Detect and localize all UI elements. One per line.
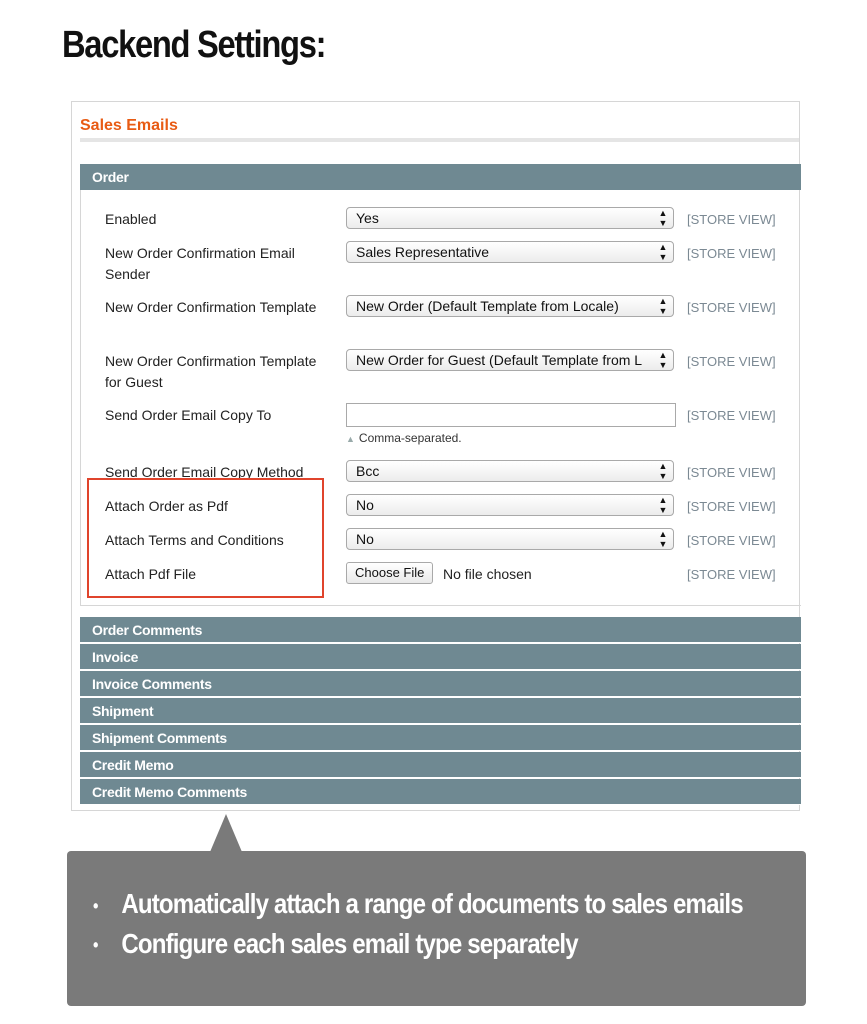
scope-label: [STORE VIEW] bbox=[687, 408, 776, 423]
select-arrows-icon: ▲ ▼ bbox=[658, 208, 668, 228]
copy-method-select[interactable] bbox=[346, 460, 674, 482]
hint-text: Comma-separated. bbox=[358, 431, 462, 445]
section-header-shipment-comments[interactable]: Shipment Comments bbox=[80, 725, 801, 751]
select-arrows-icon: ▲ ▼ bbox=[658, 242, 668, 262]
select-arrows-icon: ▲ ▼ bbox=[658, 461, 668, 481]
select-value: No bbox=[356, 531, 374, 547]
bullet-icon: • bbox=[93, 935, 98, 956]
setting-label: New Order Confirmation Template bbox=[105, 299, 317, 315]
callout-item bbox=[93, 925, 743, 965]
select-value: Yes bbox=[356, 210, 379, 226]
section-header-credit-memo[interactable]: Credit Memo bbox=[80, 752, 801, 778]
section-header-order[interactable]: Order bbox=[80, 164, 801, 190]
scope-label: [STORE VIEW] bbox=[687, 354, 776, 369]
section-header-invoice-comments[interactable]: Invoice Comments bbox=[80, 671, 801, 697]
choose-file-button[interactable]: Choose File bbox=[346, 562, 433, 584]
select-arrows-icon: ▲ ▼ bbox=[658, 296, 668, 316]
scope-label: [STORE VIEW] bbox=[687, 533, 776, 548]
callout-text: Configure each sales email type separately bbox=[121, 927, 578, 959]
select-value: New Order for Guest (Default Template from L bbox=[356, 352, 643, 368]
select-value: Sales Representative bbox=[356, 244, 490, 260]
copy-to-input[interactable] bbox=[346, 403, 676, 427]
page-title: Backend Settings: bbox=[62, 24, 326, 66]
hint-arrow-icon: ▲ bbox=[346, 434, 355, 444]
section-header-shipment[interactable]: Shipment bbox=[80, 698, 801, 724]
scope-label: [STORE VIEW] bbox=[687, 300, 776, 315]
setting-label: New Order Confirmation Template for Guest bbox=[105, 353, 317, 390]
scope-label: [STORE VIEW] bbox=[687, 246, 776, 261]
select-value: Bcc bbox=[356, 463, 380, 479]
template-select[interactable] bbox=[346, 295, 674, 317]
callout-item bbox=[93, 885, 743, 925]
section-header-invoice[interactable]: Invoice bbox=[80, 644, 801, 670]
select-value: No bbox=[356, 497, 374, 513]
scope-label: [STORE VIEW] bbox=[687, 567, 776, 582]
guest-template-select[interactable] bbox=[346, 349, 674, 371]
scope-label: [STORE VIEW] bbox=[687, 499, 776, 514]
setting-label: Attach Terms and Conditions bbox=[105, 532, 284, 548]
attach-order-pdf-select[interactable] bbox=[346, 494, 674, 516]
bullet-icon: • bbox=[93, 895, 98, 916]
file-status: No file chosen bbox=[443, 566, 532, 582]
feature-callout bbox=[67, 851, 806, 1006]
setting-label: Send Order Email Copy Method bbox=[105, 464, 304, 480]
setting-label: Attach Pdf File bbox=[105, 566, 197, 582]
enabled-select[interactable] bbox=[346, 207, 674, 229]
select-value: New Order (Default Template from Locale) bbox=[356, 298, 619, 314]
panel-title: Sales Emails bbox=[80, 117, 178, 134]
highlight-box bbox=[87, 478, 324, 598]
setting-label: New Order Confirmation Email Sender bbox=[105, 245, 295, 282]
scope-label: [STORE VIEW] bbox=[687, 465, 776, 480]
section-header-order-comments[interactable]: Order Comments bbox=[80, 617, 801, 643]
select-arrows-icon: ▲ ▼ bbox=[658, 529, 668, 549]
callout-text: Automatically attach a range of documents to sales emails bbox=[121, 888, 743, 919]
section-header-credit-memo-comments[interactable]: Credit Memo Comments bbox=[80, 779, 801, 805]
setting-label: Enabled bbox=[105, 211, 157, 227]
attach-terms-select[interactable] bbox=[346, 528, 674, 550]
setting-label: Attach Order as Pdf bbox=[105, 498, 228, 514]
setting-label: Send Order Email Copy To bbox=[105, 407, 272, 423]
copy-to-hint bbox=[346, 431, 462, 445]
callout-list bbox=[93, 885, 849, 964]
sales-emails-panel bbox=[71, 101, 800, 811]
scope-label: [STORE VIEW] bbox=[687, 212, 776, 227]
callout-pointer bbox=[210, 814, 242, 852]
select-arrows-icon: ▲ ▼ bbox=[658, 495, 668, 515]
email-sender-select[interactable] bbox=[346, 241, 674, 263]
panel-divider bbox=[80, 138, 799, 142]
select-arrows-icon: ▲ ▼ bbox=[658, 350, 668, 370]
